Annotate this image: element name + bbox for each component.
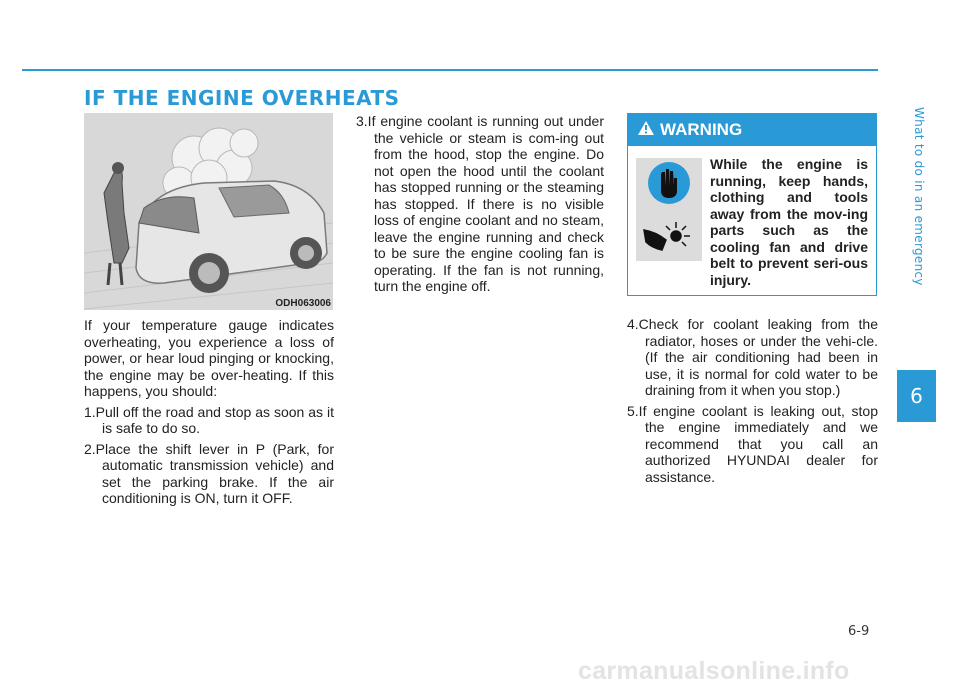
section-title: IF THE ENGINE OVERHEATS (84, 86, 400, 110)
warning-title: WARNING (660, 120, 743, 139)
column-2 (356, 113, 604, 295)
warning-icons (636, 158, 702, 261)
top-rule (22, 69, 878, 71)
column-3 (627, 316, 878, 485)
chapter-number-tab: 6 (897, 370, 936, 422)
figure-code: ODH063006 (275, 298, 331, 309)
list-item: 4.Check for coolant leaking from the radiator, hoses or under the vehi-cle. (If the air conditioning had been in use, it is normal for cold water to be draining from it when you stop.) (627, 316, 878, 398)
chapter-title: What to do in an emergency (912, 107, 926, 286)
warning-triangle-icon (638, 120, 654, 140)
fan-hand-hazard-icon (644, 222, 690, 250)
warning-box (627, 113, 877, 296)
list-item: 2.Place the shift lever in P (Park, for automatic transmission vehicle) and set the parking brake. If the air conditioning is ON, turn it OFF. (84, 440, 334, 506)
column-1 (84, 317, 334, 507)
car-overheating-figure (84, 113, 333, 310)
warning-header (628, 114, 876, 146)
car-overheating-illustration (84, 113, 333, 310)
watermark: carmanualsonline.info (578, 657, 850, 685)
page-number: 6-9 (848, 624, 870, 639)
stop-hand-icon (648, 162, 690, 204)
list-item: 3.If engine coolant is running out under the vehicle or steam is com-ing out from the hood, stop the engine. Do not open the hood until the coolant has stopped running or the steaming has stopped. If there is no visible loss of engine coolant and no steam, leave the engine running and check to be sure the engine cooling fan is operating. If the fan is not running, turn the engine off. (356, 113, 604, 294)
intro-paragraph: If your temperature gauge indicates overheating, you experience a loss of power, or hear loud pinging or knocking, the engine may be over-heating. If this happens, you should: (84, 317, 334, 399)
list-item: 5.If engine coolant is leaking out, stop the engine immediately and we recommend that you call an authorized HYUNDAI dealer for assistance. (627, 402, 878, 485)
list-item: 1.Pull off the road and stop as soon as it is safe to do so. (84, 403, 334, 436)
warning-text: While the engine is running, keep hands, clothing and tools away from the mov-ing parts such as the cooling fan and drive belt to prevent seri-ous injury. (710, 156, 868, 288)
